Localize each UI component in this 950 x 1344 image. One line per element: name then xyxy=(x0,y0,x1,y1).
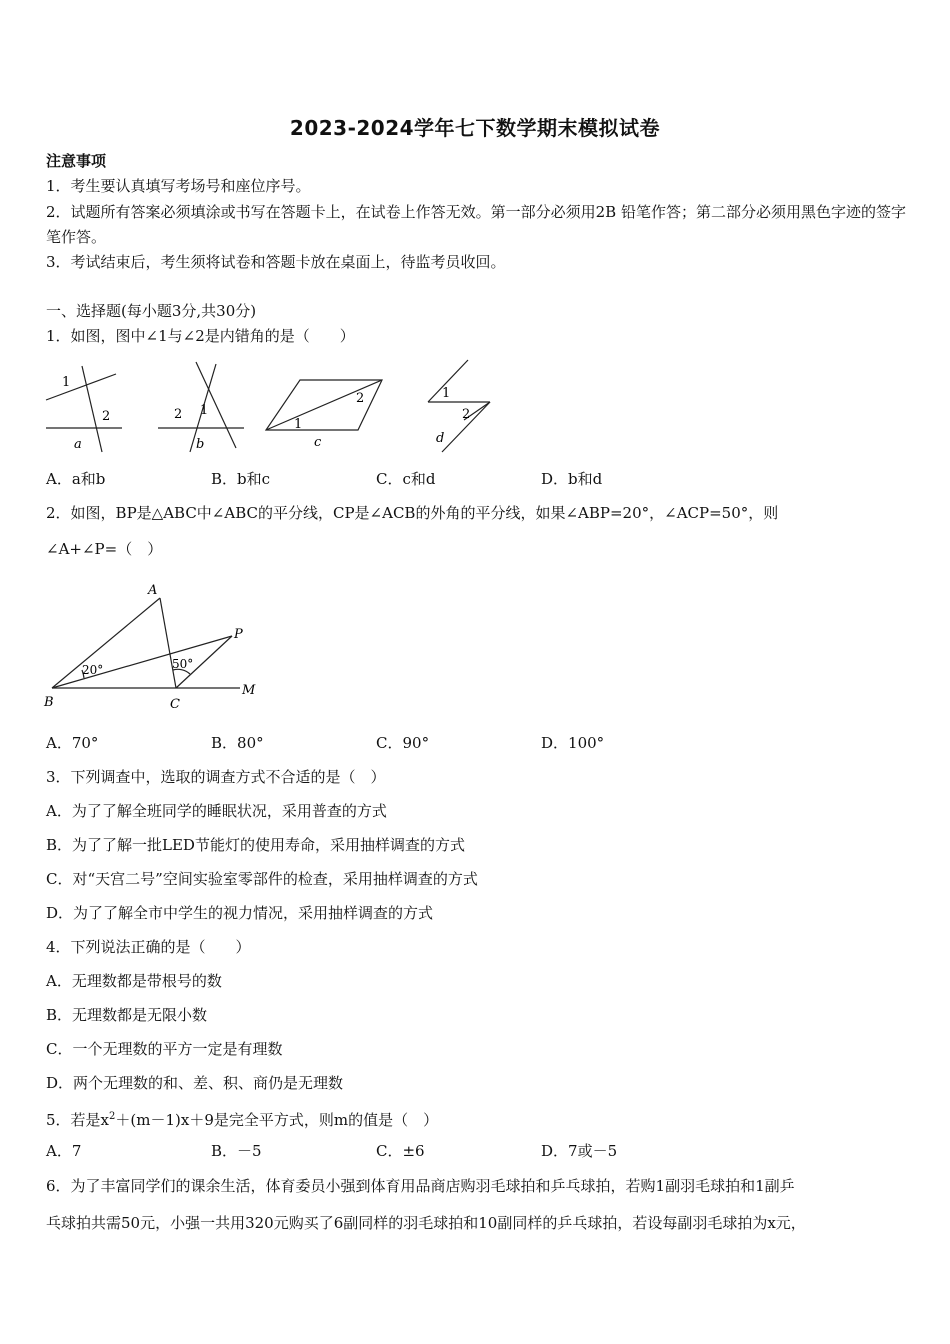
figure-b-label-2: 2 xyxy=(174,407,183,422)
label-m: M xyxy=(242,683,256,698)
question-5-option-c: C．±6 xyxy=(376,1142,425,1160)
note-item-2: 2．试题所有答案必须填涂或书写在答题卡上，在试卷上作答无效。第一部分必须用2B 铅笔作答；第二部分必须用黑色字迹的签字笔作答。 xyxy=(46,203,906,246)
label-b: B xyxy=(44,695,54,710)
label-a: A xyxy=(148,583,158,598)
figure-c-label-1: 1 xyxy=(294,417,303,432)
figure-a-label-1: 1 xyxy=(62,375,71,390)
question-2-figure xyxy=(40,578,270,718)
figure-c-label-c: c xyxy=(314,435,322,450)
question-1-option-d: D．b和d xyxy=(541,470,603,488)
question-3-option-b: B．为了了解一批LED节能灯的使用寿命，采用抽样调查的方式 xyxy=(46,836,465,854)
question-5-stem: 5．若是$x^2+(m-1)x+9$是完全平方式，则m的值是（ ） xyxy=(46,1111,439,1129)
figure-a-label-2: 2 xyxy=(102,409,111,424)
angle-acp-label: 50° xyxy=(172,657,194,671)
question-4-option-d: D．两个无理数的和、差、积、商仍是无理数 xyxy=(46,1074,344,1092)
note-item-3: 3．考试结束后，考生须将试卷和答题卡放在桌面上，待监考员收回。 xyxy=(46,253,506,271)
figure-d-label-d: d xyxy=(436,431,445,446)
question-1-option-a: A．a和b xyxy=(46,470,106,488)
question-1-figures xyxy=(40,356,510,456)
figure-a-label-a: a xyxy=(74,437,82,452)
question-4-option-b: B．无理数都是无限小数 xyxy=(46,1006,208,1024)
note-item-1: 1．考生要认真填写考场号和座位序号。 xyxy=(46,177,311,195)
question-2-stem-line-2: ∠A+∠P=（ ） xyxy=(46,540,163,558)
label-p: P xyxy=(234,627,243,642)
question-6-line-1: 6．为了丰富同学们的课余生活，体育委员小强到体育用品商店购羽毛球拍和乒乓球拍，若购1副羽毛球拍和1副乒 xyxy=(46,1177,795,1195)
figure-c xyxy=(266,380,382,430)
question-2-option-c: C．90° xyxy=(376,734,430,752)
question-1-option-b: B．b和c xyxy=(211,470,271,488)
question-4-option-a: A．无理数都是带根号的数 xyxy=(46,972,222,990)
question-3-option-d: D．为了了解全市中学生的视力情况，采用抽样调查的方式 xyxy=(46,904,434,922)
question-5-option-b: B．－5 xyxy=(211,1142,262,1160)
angle-abp-label: 20° xyxy=(82,663,104,677)
question-2-option-d: D．100° xyxy=(541,734,605,752)
question-2-option-a: A．70° xyxy=(46,734,99,752)
question-3-stem: 3．下列调查中，选取的调查方式不合适的是（ ） xyxy=(46,768,386,786)
question-1-option-c: C．c和d xyxy=(376,470,436,488)
question-5-option-a: A．7 xyxy=(46,1142,82,1160)
question-3-option-a: A．为了了解全班同学的睡眠状况，采用普查的方式 xyxy=(46,802,387,820)
label-c: C xyxy=(170,697,180,712)
figure-a xyxy=(46,366,122,452)
question-3-option-c: C．对“天宫二号”空间实验室零部件的检查，采用抽样调查的方式 xyxy=(46,870,478,888)
notes-heading: 注意事项 xyxy=(46,152,107,170)
question-4-stem: 4．下列说法正确的是（ ） xyxy=(46,938,251,956)
figure-c-label-2: 2 xyxy=(356,391,365,406)
question-6-line-2: 乓球拍共需50元，小强一共用320元购买了6副同样的羽毛球拍和10副同样的乒乓球拍，若设每副羽毛球拍为x元， xyxy=(46,1214,806,1232)
figure-d-label-1: 1 xyxy=(442,386,451,401)
question-2-stem-line-1: 2．如图，BP是△ABC中∠ABC的平分线，CP是∠ACB的外角的平分线，如果∠ABP=20°，∠ACP=50°，则 xyxy=(46,504,779,522)
figure-b-label-b: b xyxy=(196,437,205,452)
question-5-option-d: D．7或－5 xyxy=(541,1142,618,1160)
question-4-option-c: C．一个无理数的平方一定是有理数 xyxy=(46,1040,283,1058)
question-2-option-b: B．80° xyxy=(211,734,264,752)
section-heading: 一、选择题(每小题3分,共30分) xyxy=(46,302,257,320)
question-1-stem: 1．如图，图中∠1与∠2是内错角的是（ ） xyxy=(46,327,355,345)
page-title: 2023-2024学年七下数学期末模拟试卷 xyxy=(289,116,661,140)
figure-d-label-2: 2 xyxy=(462,407,471,422)
figure-b-label-1: 1 xyxy=(200,403,209,418)
